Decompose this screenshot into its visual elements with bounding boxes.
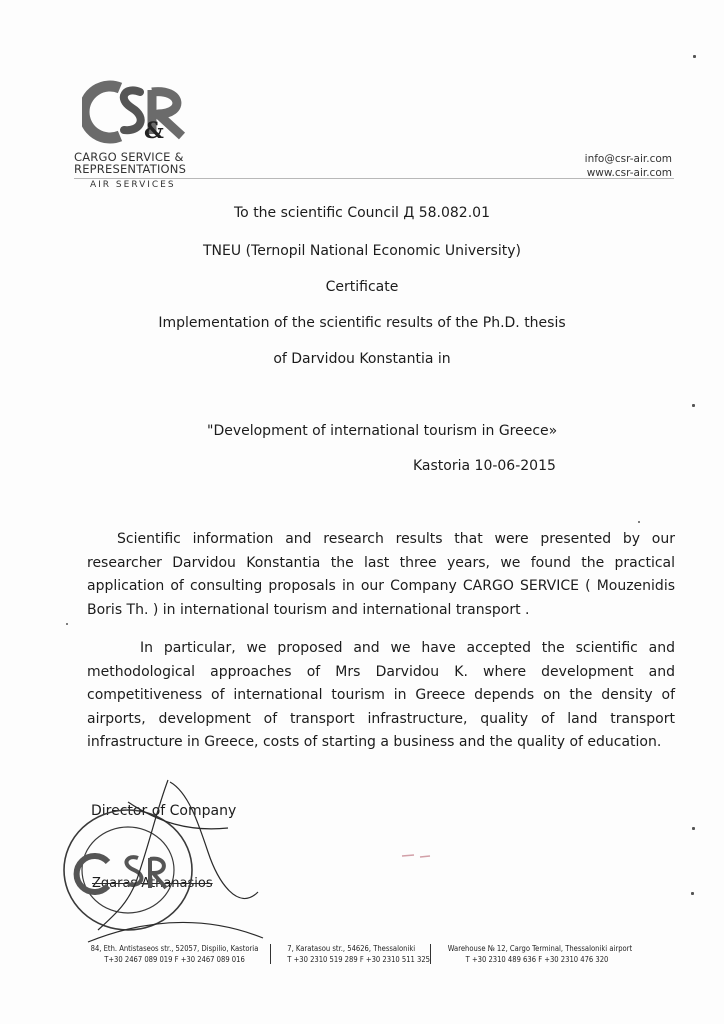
scan-speck: [638, 521, 640, 523]
company-logo: [82, 78, 192, 148]
document-type: Certificate: [325, 279, 399, 295]
footer-divider: [270, 944, 271, 964]
scan-speck: [66, 623, 68, 625]
office3-phones: T +30 2310 489 636 F +30 2310 476 320: [465, 955, 609, 964]
footer-divider: [430, 944, 431, 964]
company-name-line2: REPRESENTATIONS: [74, 162, 187, 176]
scan-speck: [691, 892, 694, 895]
of-line: of Darvidou Konstantia in: [273, 351, 451, 367]
website-link[interactable]: www.csr-air.com: [586, 167, 672, 179]
signatory-title: Director of Company: [91, 803, 237, 819]
thesis-title: "Development of international tourism in Greece»: [207, 423, 558, 439]
office3-address: Warehouse № 12, Cargo Terminal, Thessaloniki airport: [447, 944, 633, 953]
footer-office-airport: [447, 943, 633, 965]
scan-speck: [693, 55, 696, 58]
university-line: TNEU (Ternopil National Economic University): [203, 243, 521, 259]
company-name: [74, 151, 186, 175]
paragraph-1-text: Scientific information and research results that were presented by our researcher Darvidou Konstantia the last three years, we found the practical application of consulting proposals in our Company CARGO SERVICE ( Mouzenidis Boris Th. ) in international tourism and international transport .: [87, 531, 675, 618]
email-link[interactable]: info@csr-air.com: [584, 153, 672, 165]
place-date: Kastoria 10-06-2015: [413, 458, 556, 474]
company-tagline: AIR SERVICES: [90, 180, 176, 190]
scan-speck: [692, 404, 695, 407]
red-ink-mark: [400, 852, 440, 860]
office2-phones: T +30 2310 519 289 F +30 2310 511 325: [287, 955, 430, 964]
contact-block: [585, 152, 672, 180]
scan-speck: [692, 827, 695, 830]
office1-phones: T+30 2467 089 019 F +30 2467 089 016: [104, 955, 245, 964]
body-paragraph-2: [87, 637, 675, 755]
subject-line: Implementation of the scientific results of the Ph.D. thesis: [158, 315, 566, 331]
body-paragraph-1: [87, 528, 675, 622]
svg-text:&: &: [144, 118, 164, 144]
company-name-line1: CARGO SERVICE &: [74, 150, 184, 164]
company-stamp: [58, 762, 268, 962]
footer-office-karatasou: [287, 943, 430, 965]
office2-address: 7, Karatasou str., 54626, Thessaloniki: [287, 944, 416, 953]
paragraph-2-text: In particular, we proposed and we have accepted the scientific and methodological approaches of Mrs Darvidou K. where development and competitiveness of international tourism in Greece depends on the density of airports, development of transport infrastructure, quality of land transport infrastructure in Greece, costs of starting a business and the quality of education.: [87, 640, 675, 750]
signatory-name: Zgaras Athanasios: [92, 876, 213, 891]
addressee-line: To the scientific Council Д 58.082.01: [234, 205, 490, 221]
office1-address: 84, Eth. Antistaseos str., 52057, Dispilio, Kastoria: [90, 944, 259, 953]
footer-office-dispilio: [87, 943, 261, 965]
